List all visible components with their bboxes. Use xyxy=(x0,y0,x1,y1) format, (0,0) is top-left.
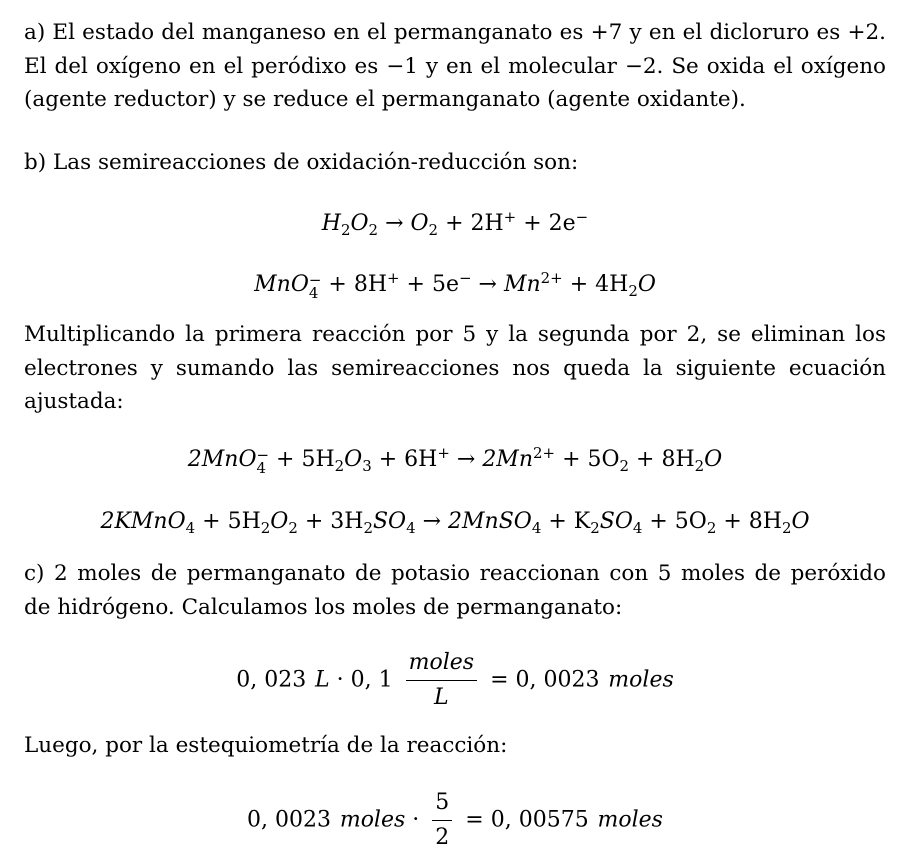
fraction-five-halves: $\frac{5}{2}$ xyxy=(432,788,452,853)
part-a-paragraph: a) El estado del manganeso en el permanganato es +7 y en el dicloruro es +2. El del oxígeno en el peródixo es −1 y en el molecular −2. Se oxida el oxígeno (agente reductor) y se reduce el permanganato (agente oxidante). xyxy=(24,20,886,112)
equation-reduction: MnO − 4 + $8H^+ + 5e^- \to Mn^{2+} + 4H_2O$ xyxy=(254,268,656,302)
equation-molecular-balanced: 2KMnO$_4$ + $5H_2O_2 + 3H_2SO_4$ → 2MnSO$_4$ + $K_2SO_4 + 5O_2 + 8H_2O$ xyxy=(100,509,810,538)
fraction-moles-per-liter: $\frac{\text{moles}}{L}$ xyxy=(406,648,477,713)
equation-moles-permanganate: 0, 023 L · 0, 1 $\frac{\text{moles}}{L}$ = 0, 0023 moles xyxy=(0,648,910,713)
equation-oxidation: $H_2O_2 \to O_2 + 2H^+ + 2e^-$ xyxy=(321,207,589,240)
equation-stoichiometry: 0, 0023 moles · $\frac{5}{2}$ = 0, 00575 moles xyxy=(0,788,910,853)
luego-paragraph: Luego, por la estequiometría de la reacción: xyxy=(24,733,508,758)
multiply-paragraph: Multiplicando la primera reacción por 5 y la segunda por 2, se eliminan los electrones y sumando las semireacciones nos queda la siguiente ecuación ajustada: xyxy=(24,322,886,414)
equation-ionic-balanced: 2MnO − 4 + $5H_2O_3 + 6H^+ \to 2Mn^{2+} + 5O_2 + 8H_2O$ xyxy=(187,443,723,477)
part-b-intro: b) Las semireacciones de oxidación-reducción son: xyxy=(24,150,579,175)
part-c-paragraph: c) 2 moles de permanganato de potasio reaccionan con 5 moles de peróxido de hidrógeno. Calculamos los moles de permanganato: xyxy=(24,561,886,620)
